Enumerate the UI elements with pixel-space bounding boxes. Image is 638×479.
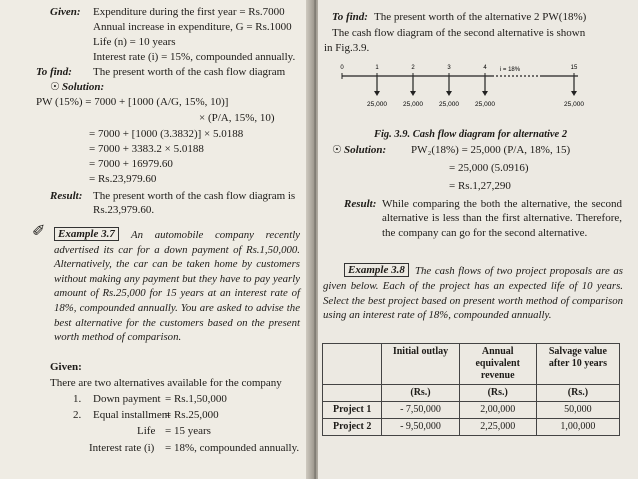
example-text: An automobile company recently advertised its car for a down payment of Rs.1,50,000. Alternatively, the car can be taken home by customers without making any payment but they have to pay yearly amount of Rs.25,000 for 15 years at an interest rate of 18%, compounded annually. You are asked to advise the best alternative for the customers based on the present worth method of comparison.: [54, 229, 300, 344]
result-text: While comparing the both the alternative, the second alternative is less than the first alternative. Therefore, the company can go for the second alternative.: [382, 198, 622, 239]
equation-line: = Rs.1,27,290: [449, 180, 511, 192]
cash-flow-amount: 25,000: [439, 101, 459, 108]
example-label: Example 3.7: [54, 227, 119, 241]
table-cell: - 7,50,000: [382, 402, 459, 419]
pen-mark-icon: ✐: [32, 223, 46, 240]
result-text: The present worth of the cash flow diagram is: [93, 190, 296, 202]
table-unit-cell: (Rs.): [459, 385, 536, 402]
solution-icon: ☉: [332, 144, 342, 156]
equation-line: PW (15%) = 7000 + [1000 (A/G, 15%, 10)]: [36, 96, 229, 108]
table-unit-cell: [323, 385, 382, 402]
solution-label: Solution:: [62, 81, 105, 93]
period-label: 3: [447, 65, 451, 71]
given-line: Expenditure during the first year = Rs.7000: [93, 6, 285, 18]
solution-icon: ☉: [50, 81, 60, 93]
equation-line: = Rs.23,979.60: [89, 173, 157, 185]
given-label: Given:: [50, 6, 81, 18]
equation-line: = 25,000 (5.0916): [449, 162, 529, 174]
equation-line: PW₂(18%) = 25,000 (P/A, 18%, 15): [411, 144, 571, 156]
rate-value: = 18%, compounded annually.: [165, 442, 300, 454]
list-number: 2.: [73, 409, 82, 421]
arrow-head: [482, 91, 488, 96]
table-row: [323, 419, 620, 436]
cash-flow-amount: 25,000: [475, 101, 495, 108]
given-line: Annual increase in expenditure, G = Rs.1000: [93, 21, 292, 33]
table-units-row: [323, 385, 620, 402]
given-line: Life (n) = 10 years: [93, 36, 176, 48]
project-name-cell: Project 2: [323, 419, 382, 436]
project-name-cell: Project 1: [323, 402, 382, 419]
arrow-head: [446, 91, 452, 96]
given-label: Given:: [50, 361, 82, 373]
tofind-text: The present worth of the alternative 2 PW(18%): [374, 11, 587, 23]
intro-text: in Fig.3.9.: [324, 42, 370, 54]
rate-label: Interest rate (i): [89, 442, 155, 454]
table-header-cell: Initial outlay: [382, 344, 459, 385]
table-cell: 2,25,000: [459, 419, 536, 436]
table-cell: 1,00,000: [536, 419, 619, 436]
intro-text: The cash flow diagram of the second alternative is shown: [332, 27, 586, 39]
given-line: Interest rate (i) = 15%, compounded annually.: [93, 51, 296, 63]
rate-label: i = 18%: [499, 67, 521, 73]
table-cell: 2,00,000: [459, 402, 536, 419]
projects-table: [322, 343, 620, 436]
equation-line: = 7000 + 3383.2 × 5.0188: [89, 143, 204, 155]
table-header-cell: [323, 344, 382, 385]
right-page: [318, 0, 638, 479]
result-label: Result:: [50, 190, 83, 202]
arrow-head: [571, 91, 577, 96]
arrow-head: [410, 91, 416, 96]
table-header-cell: Annual equivalent revenue: [459, 344, 536, 385]
alt-value: = Rs.25,000: [165, 409, 219, 421]
arrow-head: [374, 91, 380, 96]
list-number: 1.: [73, 393, 82, 405]
tofind-text: The present worth of the cash flow diagram: [93, 66, 286, 78]
period-label: 1: [375, 65, 379, 71]
table-header-row: [323, 344, 620, 385]
equation-line: = 7000 + 16979.60: [89, 158, 173, 170]
figure-caption: Fig. 3.9. Cash flow diagram for alternative 2: [374, 129, 568, 140]
alt-label: Equal installment: [93, 409, 171, 421]
table-header-cell: Salvage value after 10 years: [536, 344, 619, 385]
equation-line: × (P/A, 15%, 10): [199, 112, 275, 124]
cash-flow-amount: 25,000: [564, 101, 584, 108]
example-text: The cash flows of two project proposals are as given below. Each of the project has an expected life of 10 years. Select the best project based on present worth method of comparison using an interest rate of 18%, compounded annually.: [323, 265, 623, 322]
life-value: = 15 years: [165, 425, 211, 437]
cash-flow-amount: 25,000: [367, 101, 387, 108]
solution-label: Solution:: [344, 144, 387, 156]
equation-line: = 7000 + [1000 (3.3832)] × 5.0188: [89, 128, 244, 140]
alt-value: = Rs.1,50,000: [165, 393, 227, 405]
table-unit-cell: (Rs.): [382, 385, 459, 402]
period-label: 4: [483, 65, 487, 71]
result-text: Rs.23,979.60.: [93, 204, 155, 216]
alt-label: Down payment: [93, 393, 161, 405]
period-label: 0: [340, 65, 344, 71]
example-label: Example 3.8: [344, 263, 409, 277]
table-cell: 50,000: [536, 402, 619, 419]
left-page: [0, 0, 312, 479]
table-cell: - 9,50,000: [382, 419, 459, 436]
period-label: 15: [570, 65, 578, 71]
period-label: 2: [411, 65, 415, 71]
result-label: Result:: [344, 198, 377, 210]
table-row: [323, 402, 620, 419]
cash-flow-amount: 25,000: [403, 101, 423, 108]
given-intro: There are two alternatives available for the company: [50, 377, 282, 389]
life-label: Life: [137, 425, 156, 437]
cash-flow-diagram: [330, 60, 590, 110]
table-unit-cell: (Rs.): [536, 385, 619, 402]
tofind-label: To find:: [36, 66, 72, 78]
tofind-label: To find:: [332, 11, 368, 23]
